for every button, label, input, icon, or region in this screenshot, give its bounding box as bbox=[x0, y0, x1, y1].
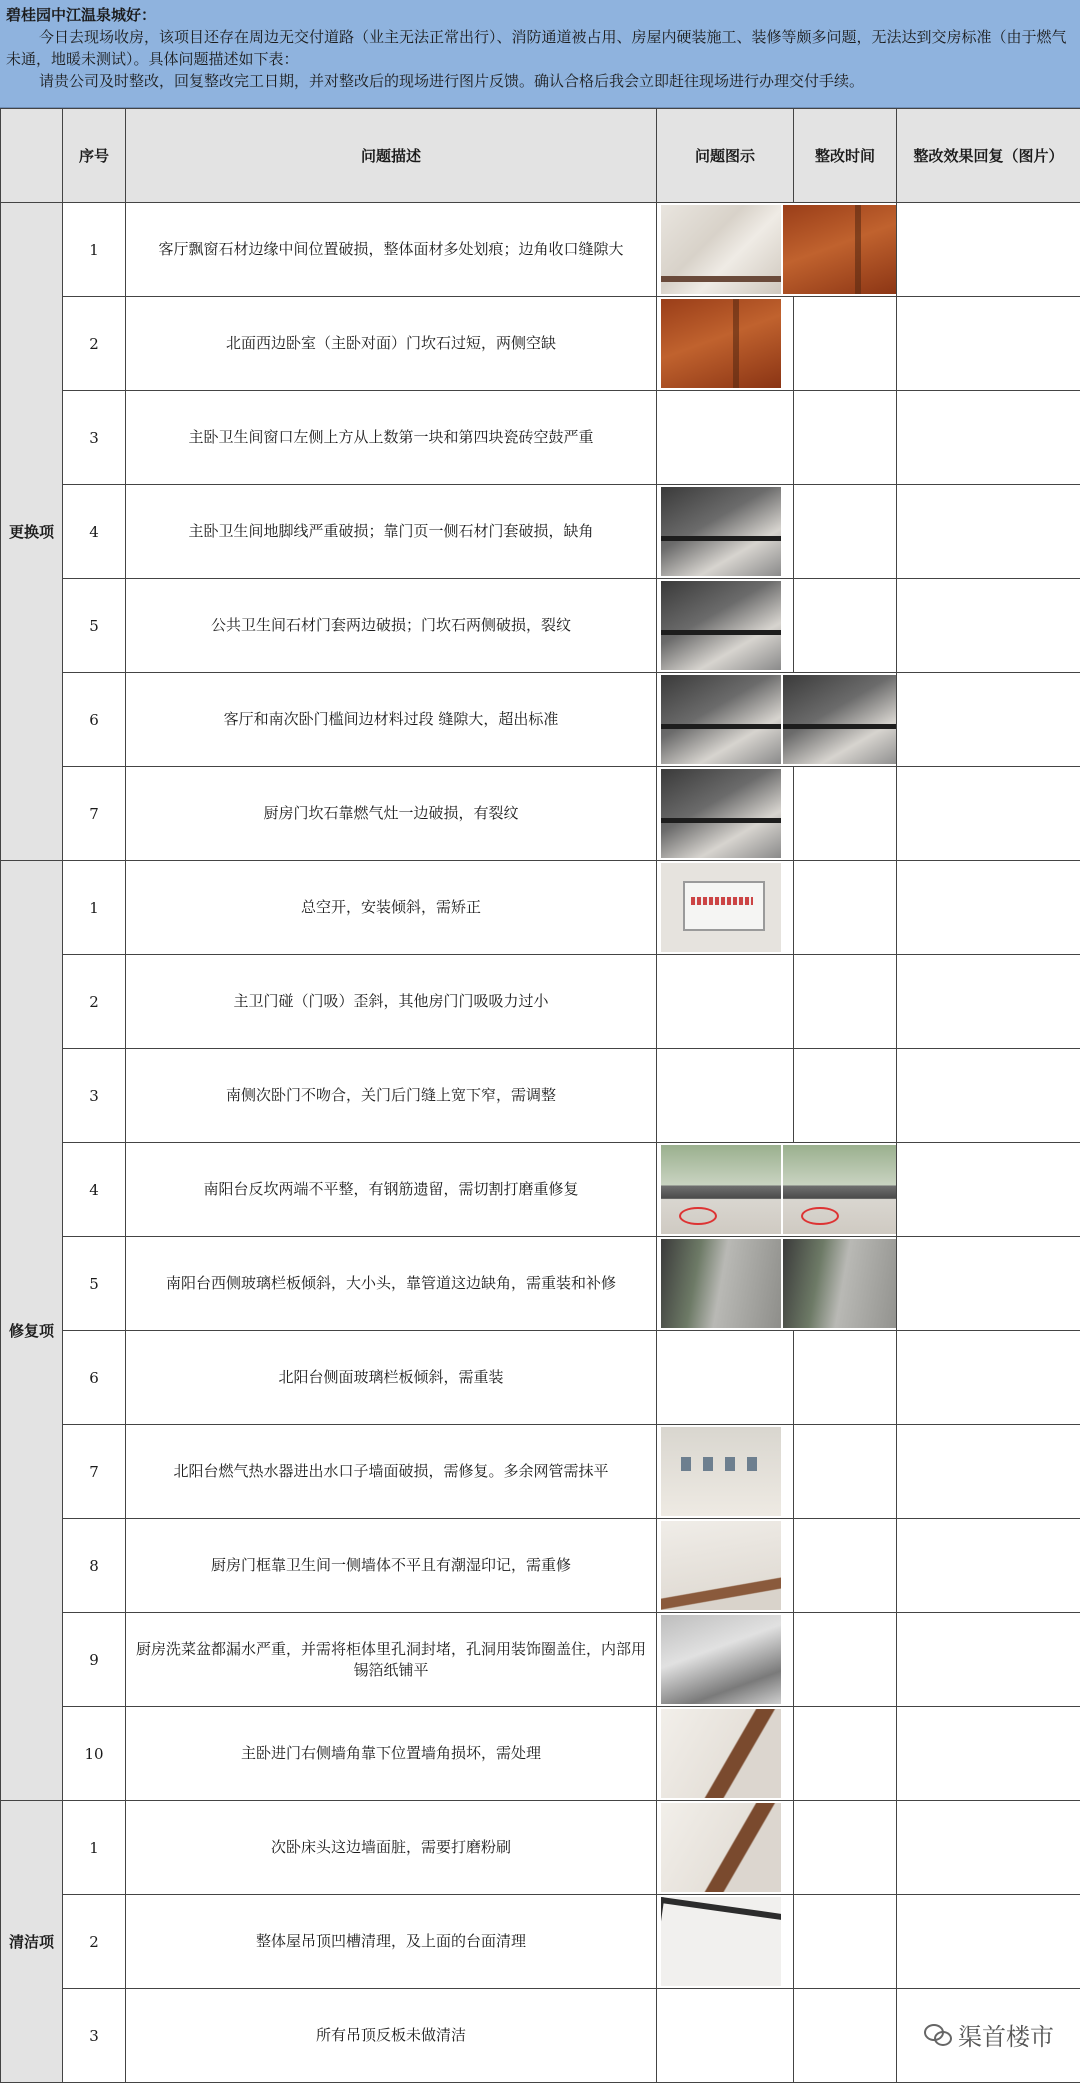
fix-time-cell bbox=[794, 1331, 897, 1425]
table-row bbox=[1, 673, 1080, 767]
table-row bbox=[1, 1425, 1080, 1519]
fix-result-cell bbox=[897, 1143, 1080, 1237]
photo-strip bbox=[657, 862, 793, 953]
photo-strip bbox=[657, 768, 793, 859]
photo-strip bbox=[657, 1614, 793, 1705]
issue-photos-cell bbox=[657, 1237, 897, 1331]
issue-description: 主卧卫生间地脚线严重破损；靠门页一侧石材门套破损，缺角 bbox=[126, 485, 657, 579]
issue-photo[interactable] bbox=[661, 299, 781, 388]
photo-strip bbox=[657, 1050, 793, 1141]
issue-photos-cell bbox=[657, 1331, 794, 1425]
issue-photos-cell bbox=[657, 1801, 794, 1895]
column-header-fix-time: 整改时间 bbox=[794, 109, 897, 203]
column-header-number: 序号 bbox=[63, 109, 126, 203]
fix-result-cell bbox=[897, 1895, 1080, 1989]
table-row bbox=[1, 1801, 1080, 1895]
photo-strip bbox=[657, 486, 793, 577]
fix-time-cell bbox=[794, 1989, 897, 2083]
fix-time-cell bbox=[794, 1707, 897, 1801]
fix-result-cell bbox=[897, 673, 1080, 767]
fix-result-cell bbox=[897, 203, 1080, 297]
fix-time-cell bbox=[794, 1519, 897, 1613]
table-row bbox=[1, 955, 1080, 1049]
row-number: 10 bbox=[63, 1707, 126, 1801]
fix-result-cell bbox=[897, 579, 1080, 673]
column-header-description: 问题描述 bbox=[126, 109, 657, 203]
issue-description: 南侧次卧门不吻合，关门后门缝上宽下窄，需调整 bbox=[126, 1049, 657, 1143]
row-number: 6 bbox=[63, 1331, 126, 1425]
row-number: 2 bbox=[63, 1895, 126, 1989]
fix-time-cell bbox=[794, 767, 897, 861]
issue-description: 总空开，安装倾斜，需矫正 bbox=[126, 861, 657, 955]
fix-time-cell bbox=[794, 1895, 897, 1989]
fix-time-cell bbox=[794, 1801, 897, 1895]
fix-time-cell bbox=[794, 391, 897, 485]
fix-result-cell bbox=[897, 391, 1080, 485]
fix-result-cell bbox=[897, 1519, 1080, 1613]
issue-photos-cell bbox=[657, 1425, 794, 1519]
category-cell: 修复项 bbox=[1, 861, 63, 1801]
issue-photo[interactable] bbox=[661, 1239, 781, 1328]
issue-description: 北阳台燃气热水器进出水口子墙面破损，需修复。多余网管需抹平 bbox=[126, 1425, 657, 1519]
row-number: 5 bbox=[63, 579, 126, 673]
photo-strip bbox=[657, 1238, 896, 1329]
fix-result-cell bbox=[897, 1707, 1080, 1801]
issue-description: 北面西边卧室（主卧对面）门坎石过短，两侧空缺 bbox=[126, 297, 657, 391]
table-row bbox=[1, 1989, 1080, 2083]
issue-photos-cell bbox=[657, 485, 794, 579]
table-row bbox=[1, 1143, 1080, 1237]
photo-strip bbox=[657, 392, 793, 483]
row-number: 9 bbox=[63, 1613, 126, 1707]
fix-time-cell bbox=[794, 297, 897, 391]
row-number: 8 bbox=[63, 1519, 126, 1613]
issue-photo[interactable] bbox=[661, 581, 781, 670]
fix-result-cell bbox=[897, 485, 1080, 579]
issue-photos-cell bbox=[657, 1989, 794, 2083]
row-number: 1 bbox=[63, 203, 126, 297]
table-row bbox=[1, 767, 1080, 861]
issue-description: 客厅飘窗石材边缘中间位置破损，整体面材多处划痕；边角收口缝隙大 bbox=[126, 203, 657, 297]
fix-time-cell bbox=[794, 579, 897, 673]
issue-description: 所有吊顶反板未做清洁 bbox=[126, 1989, 657, 2083]
issue-description: 公共卫生间石材门套两边破损；门坎石两侧破损，裂纹 bbox=[126, 579, 657, 673]
table-header-row bbox=[1, 109, 1080, 203]
fix-result-cell bbox=[897, 1237, 1080, 1331]
row-number: 4 bbox=[63, 485, 126, 579]
table-row bbox=[1, 1613, 1080, 1707]
column-header-category bbox=[1, 109, 63, 203]
notice-paragraph-2: 请贵公司及时整改，回复整改完工日期，并对整改后的现场进行图片反馈。确认合格后我会立即赶往现场进行办理交付手续。 bbox=[6, 70, 1074, 92]
issue-photos-cell bbox=[657, 579, 794, 673]
table-row bbox=[1, 1895, 1080, 1989]
issue-photo[interactable] bbox=[661, 1709, 781, 1798]
column-header-photos: 问题图示 bbox=[657, 109, 794, 203]
issue-photo[interactable] bbox=[661, 487, 781, 576]
row-number: 3 bbox=[63, 1989, 126, 2083]
issue-description: 厨房门框靠卫生间一侧墙体不平且有潮湿印记，需重修 bbox=[126, 1519, 657, 1613]
issue-photo[interactable] bbox=[661, 1897, 781, 1986]
issue-description: 主卧卫生间窗口左侧上方从上数第一块和第四块瓷砖空鼓严重 bbox=[126, 391, 657, 485]
issue-photo[interactable] bbox=[661, 1145, 781, 1234]
issue-description: 主卫门碰（门吸）歪斜，其他房门门吸吸力过小 bbox=[126, 955, 657, 1049]
issue-photo[interactable] bbox=[661, 863, 781, 952]
fix-result-cell bbox=[897, 955, 1080, 1049]
row-number: 3 bbox=[63, 391, 126, 485]
fix-time-cell bbox=[794, 861, 897, 955]
photo-strip bbox=[657, 1896, 793, 1987]
issue-description: 次卧床头这边墙面脏，需要打磨粉刷 bbox=[126, 1801, 657, 1895]
row-number: 1 bbox=[63, 861, 126, 955]
watermark-text: 渠首楼市 bbox=[958, 2017, 1054, 2052]
photo-strip bbox=[657, 1144, 896, 1235]
issue-photo[interactable] bbox=[783, 675, 897, 764]
row-number: 7 bbox=[63, 767, 126, 861]
issue-photo[interactable] bbox=[661, 1803, 781, 1892]
fix-result-cell bbox=[897, 1049, 1080, 1143]
photo-strip bbox=[657, 956, 793, 1047]
issue-photos-cell bbox=[657, 1707, 794, 1801]
fix-result-cell bbox=[897, 1331, 1080, 1425]
row-number: 4 bbox=[63, 1143, 126, 1237]
table-row bbox=[1, 1049, 1080, 1143]
issue-photos-cell bbox=[657, 1895, 794, 1989]
issue-photo[interactable] bbox=[661, 675, 781, 764]
row-number: 7 bbox=[63, 1425, 126, 1519]
photo-strip bbox=[657, 1708, 793, 1799]
issue-photos-cell bbox=[657, 1143, 897, 1237]
issue-description: 南阳台反坎两端不平整，有钢筋遗留，需切割打磨重修复 bbox=[126, 1143, 657, 1237]
issue-photos-cell bbox=[657, 1049, 794, 1143]
notice-paragraph-1: 今日去现场收房，该项目还存在周边无交付道路（业主无法正常出行）、消防通道被占用、房屋内硬装施工、装修等颇多问题，无法达到交房标准（由于燃气未通，地暖未测试）。具体问题描述如下表： bbox=[6, 26, 1074, 70]
category-cell: 更换项 bbox=[1, 203, 63, 861]
photo-strip bbox=[657, 674, 896, 765]
fix-result-cell bbox=[897, 861, 1080, 955]
fix-time-cell bbox=[794, 485, 897, 579]
fix-time-cell bbox=[794, 1613, 897, 1707]
notice-header bbox=[0, 0, 1080, 108]
table-row bbox=[1, 1519, 1080, 1613]
issue-description: 北阳台侧面玻璃栏板倾斜，需重装 bbox=[126, 1331, 657, 1425]
photo-strip bbox=[657, 1802, 793, 1893]
photo-strip bbox=[657, 580, 793, 671]
issue-photos-cell bbox=[657, 203, 897, 297]
table-row bbox=[1, 297, 1080, 391]
issue-photos-cell bbox=[657, 673, 897, 767]
table-body bbox=[1, 203, 1080, 2083]
table-row bbox=[1, 485, 1080, 579]
fix-time-cell bbox=[794, 1425, 897, 1519]
row-number: 2 bbox=[63, 297, 126, 391]
issue-photos-cell bbox=[657, 391, 794, 485]
notice-title: 碧桂园中江温泉城好： bbox=[6, 4, 1074, 26]
row-number: 1 bbox=[63, 1801, 126, 1895]
table-row bbox=[1, 203, 1080, 297]
row-number: 3 bbox=[63, 1049, 126, 1143]
row-number: 5 bbox=[63, 1237, 126, 1331]
table-row bbox=[1, 861, 1080, 955]
issue-photos-cell bbox=[657, 861, 794, 955]
category-cell: 清洁项 bbox=[1, 1801, 63, 2083]
row-number: 2 bbox=[63, 955, 126, 1049]
issue-description: 客厅和南次卧门槛间边材料过段 缝隙大，超出标准 bbox=[126, 673, 657, 767]
photo-strip bbox=[657, 1332, 793, 1423]
issue-photo[interactable] bbox=[783, 1145, 897, 1234]
issue-description: 厨房门坎石靠燃气灶一边破损，有裂纹 bbox=[126, 767, 657, 861]
issue-photos-cell bbox=[657, 767, 794, 861]
table-row bbox=[1, 1237, 1080, 1331]
fix-result-cell bbox=[897, 1425, 1080, 1519]
table-row bbox=[1, 391, 1080, 485]
issue-photos-cell bbox=[657, 297, 794, 391]
issue-description: 厨房洗菜盆都漏水严重，并需将柜体里孔洞封堵，孔洞用装饰圈盖住，内部用锡箔纸铺平 bbox=[126, 1613, 657, 1707]
issue-photo[interactable] bbox=[783, 205, 897, 294]
wechat-icon bbox=[924, 2024, 952, 2046]
issue-photo[interactable] bbox=[661, 1427, 781, 1516]
issue-photos-cell bbox=[657, 955, 794, 1049]
issue-photo[interactable] bbox=[661, 1615, 781, 1704]
watermark bbox=[924, 2017, 1054, 2052]
issues-table bbox=[0, 108, 1080, 2083]
photo-strip bbox=[657, 298, 793, 389]
fix-result-cell bbox=[897, 767, 1080, 861]
issue-photo[interactable] bbox=[661, 769, 781, 858]
fix-result-cell bbox=[897, 1801, 1080, 1895]
table-row bbox=[1, 1707, 1080, 1801]
issue-description: 整体屋吊顶凹槽清理，及上面的台面清理 bbox=[126, 1895, 657, 1989]
fix-result-cell bbox=[897, 297, 1080, 391]
column-header-fix-result: 整改效果回复（图片） bbox=[897, 109, 1080, 203]
photo-strip bbox=[657, 1520, 793, 1611]
fix-time-cell bbox=[794, 955, 897, 1049]
photo-strip bbox=[657, 204, 896, 295]
fix-result-cell bbox=[897, 1613, 1080, 1707]
issue-description: 主卧进门右侧墙角靠下位置墙角损坏，需处理 bbox=[126, 1707, 657, 1801]
issue-photo[interactable] bbox=[783, 1239, 897, 1328]
table-row bbox=[1, 579, 1080, 673]
issue-photos-cell bbox=[657, 1613, 794, 1707]
issue-photo[interactable] bbox=[661, 1521, 781, 1610]
issue-photos-cell bbox=[657, 1519, 794, 1613]
photo-strip bbox=[657, 1426, 793, 1517]
row-number: 6 bbox=[63, 673, 126, 767]
table-row bbox=[1, 1331, 1080, 1425]
photo-strip bbox=[657, 1990, 793, 2081]
issue-description: 南阳台西侧玻璃栏板倾斜，大小头，靠管道这边缺角，需重装和补修 bbox=[126, 1237, 657, 1331]
issue-photo[interactable] bbox=[661, 205, 781, 294]
fix-time-cell bbox=[794, 1049, 897, 1143]
